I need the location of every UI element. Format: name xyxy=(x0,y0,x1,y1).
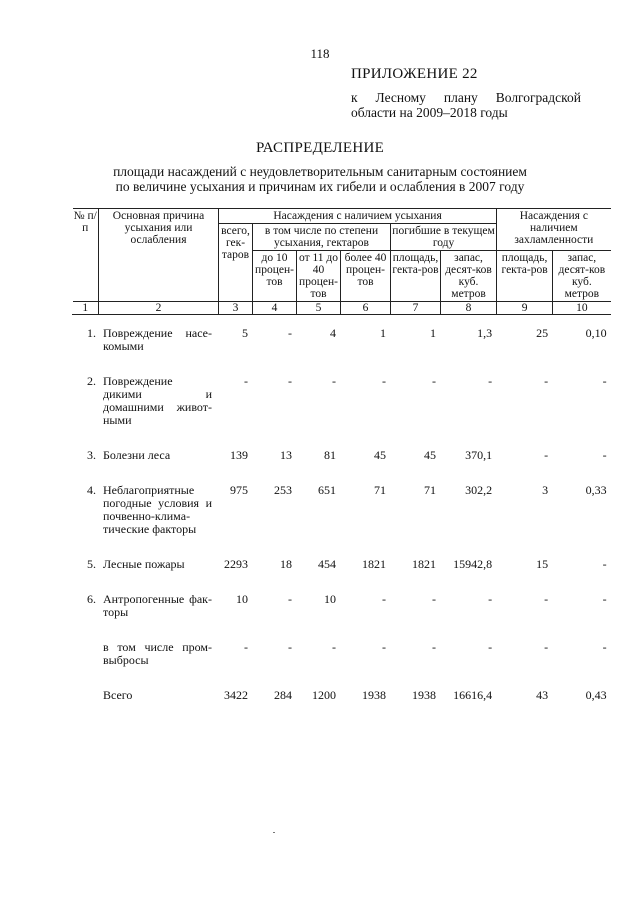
header-total: всего, гек-таров xyxy=(219,224,253,302)
row-value-died-area: 45 xyxy=(424,448,436,462)
table-row xyxy=(73,375,611,449)
row-value-d10: - xyxy=(288,326,292,340)
row-value-d40: - xyxy=(382,592,386,606)
row-value-died-area: 71 xyxy=(424,483,436,497)
table-row xyxy=(73,315,611,376)
document-subtitle-line: по величине усыхания и причинам их гибели и ослабления в 2007 году xyxy=(115,179,525,194)
row-value-d10: - xyxy=(288,640,292,654)
row-value-died-stock: 15942,8 xyxy=(453,557,493,571)
document-title: РАСПРЕДЕЛЕНИЕ xyxy=(255,140,385,156)
table-row xyxy=(73,593,611,641)
row-value-died-stock: 16616,4 xyxy=(453,688,493,702)
row-value-d11-40: 4 xyxy=(330,326,336,340)
row-value-died-stock: 1,3 xyxy=(477,326,493,340)
row-value-d11-40: 454 xyxy=(318,557,336,571)
row-cause: Всего xyxy=(103,688,133,702)
header-litter-area: площадь, гекта-ров xyxy=(497,251,553,302)
header-degree-11-40: от 11 до 40 процен-тов xyxy=(297,251,341,302)
row-value-died-area: 1821 xyxy=(412,557,436,571)
row-value-litter-stock: - xyxy=(602,557,607,571)
row-value-died-area: - xyxy=(432,592,436,606)
row-value-died-stock: 302,2 xyxy=(465,483,493,497)
table-row xyxy=(73,558,611,593)
row-value-d40: 1 xyxy=(380,326,386,340)
row-index xyxy=(73,641,99,689)
row-value-d11-40: - xyxy=(332,640,336,654)
row-value-d10: 18 xyxy=(280,557,292,571)
table-body xyxy=(73,315,611,703)
row-value-litter-area: 15 xyxy=(536,557,549,571)
row-value-total: 5 xyxy=(242,326,248,340)
row-value-litter-area: - xyxy=(544,592,549,606)
row-index: 6. xyxy=(87,592,96,606)
row-value-litter-stock: 0,43 xyxy=(585,688,607,702)
table-row xyxy=(73,449,611,484)
row-value-d11-40: - xyxy=(332,374,336,388)
column-number: 5 xyxy=(297,302,341,315)
row-value-litter-stock: - xyxy=(602,448,607,462)
header-litter-group: Насаждения с наличием захламленности xyxy=(497,209,611,251)
row-value-litter-stock: - xyxy=(602,592,607,606)
row-value-total: 3422 xyxy=(224,688,248,702)
row-index: 4. xyxy=(87,483,96,497)
header-died-area: площадь, гекта-ров xyxy=(391,251,441,302)
row-value-d40: 1938 xyxy=(362,688,386,702)
row-cause: Болезни леса xyxy=(103,448,171,462)
column-number: 8 xyxy=(441,302,497,315)
column-number: 7 xyxy=(391,302,441,315)
scan-speck xyxy=(273,832,275,833)
row-value-litter-area: 3 xyxy=(542,483,549,497)
row-value-total: 139 xyxy=(230,448,248,462)
row-value-total: - xyxy=(244,640,248,654)
row-value-d10: 253 xyxy=(274,483,292,497)
page-number: 118 xyxy=(310,46,330,61)
row-value-d40: - xyxy=(382,640,386,654)
row-value-total: 975 xyxy=(230,483,248,497)
row-value-died-area: - xyxy=(432,640,436,654)
row-value-total: - xyxy=(244,374,248,388)
table-row xyxy=(73,689,611,702)
row-value-d40: 71 xyxy=(374,483,386,497)
column-number: 6 xyxy=(341,302,391,315)
row-value-died-stock: 370,1 xyxy=(465,448,493,462)
row-value-d11-40: 81 xyxy=(324,448,336,462)
row-index: 2. xyxy=(87,374,96,388)
row-index: 5. xyxy=(87,557,96,571)
row-value-died-area: 1938 xyxy=(412,688,436,702)
row-cause: Антропогенные фак-торы xyxy=(103,592,212,619)
row-value-d40: 1821 xyxy=(362,557,386,571)
row-value-died-area: - xyxy=(432,374,436,388)
row-value-d11-40: 651 xyxy=(318,483,336,497)
row-value-litter-area: - xyxy=(544,640,549,654)
row-value-litter-area: 25 xyxy=(536,326,549,340)
header-died-group: погибшие в текущем году xyxy=(392,225,495,249)
row-value-d11-40: 10 xyxy=(324,592,336,606)
header-degree-group: в том числе по степени усыхания, гектаров xyxy=(253,224,391,251)
row-value-d40: - xyxy=(382,374,386,388)
row-value-litter-area: - xyxy=(544,448,549,462)
header-litter-stock: запас, десят-ков куб. метров xyxy=(553,251,611,302)
row-value-litter-stock: 0,10 xyxy=(585,326,607,340)
column-number: 10 xyxy=(553,302,611,315)
row-cause: Повреждение насе-комыми xyxy=(103,326,212,353)
row-value-litter-stock: - xyxy=(602,640,607,654)
row-index xyxy=(73,689,99,702)
row-cause: Лесные пожары xyxy=(103,557,185,571)
row-index: 3. xyxy=(87,448,96,462)
column-number: 4 xyxy=(253,302,297,315)
row-cause: Повреждение дикими и домашними живот-ными xyxy=(103,374,212,427)
row-value-died-area: 1 xyxy=(430,326,436,340)
row-value-d10: - xyxy=(288,592,292,606)
row-value-litter-stock: - xyxy=(602,374,607,388)
column-number: 2 xyxy=(99,302,219,315)
row-index: 1. xyxy=(87,326,96,340)
table-row xyxy=(73,484,611,558)
header-degree-over40: более 40 процен-тов xyxy=(341,251,391,302)
appendix-subtitle: к Лесному плану Волгоградской области на 2009–2018 годы xyxy=(351,90,581,120)
row-cause: в том числе пром-выбросы xyxy=(103,640,212,667)
header-num: № п/п xyxy=(73,209,99,302)
row-value-litter-stock: 0,33 xyxy=(585,483,607,497)
row-value-litter-area: - xyxy=(544,374,549,388)
document-subtitle-line: площади насаждений с неудовлетворительным санитарным состоянием xyxy=(113,164,527,179)
row-value-died-stock: - xyxy=(488,592,493,606)
header-died-stock: запас, десят-ков куб. метров xyxy=(441,251,497,302)
table-row xyxy=(73,641,611,689)
row-value-d40: 45 xyxy=(374,448,386,462)
column-number: 9 xyxy=(497,302,553,315)
row-value-died-stock: - xyxy=(488,640,493,654)
header-degree-upto10: до 10 процен-тов xyxy=(253,251,297,302)
row-value-d10: 284 xyxy=(274,688,292,702)
document-subtitle xyxy=(80,164,560,194)
row-value-d10: - xyxy=(288,374,292,388)
row-value-d11-40: 1200 xyxy=(312,688,336,702)
row-value-d10: 13 xyxy=(280,448,292,462)
distribution-table xyxy=(72,208,611,702)
row-value-total: 2293 xyxy=(224,557,248,571)
column-number: 1 xyxy=(73,302,99,315)
row-value-died-stock: - xyxy=(488,374,493,388)
appendix-title: ПРИЛОЖЕНИЕ 22 xyxy=(351,66,478,82)
row-cause: Неблагоприятные погодные условия и почвенно-климa-тические факторы xyxy=(103,483,212,536)
row-value-total: 10 xyxy=(236,592,248,606)
column-number: 3 xyxy=(219,302,253,315)
header-cause: Основная причина усыхания или ослабления xyxy=(99,209,219,302)
header-drying-group: Насаждения с наличием усыхания xyxy=(219,209,497,224)
row-value-litter-area: 43 xyxy=(536,688,549,702)
